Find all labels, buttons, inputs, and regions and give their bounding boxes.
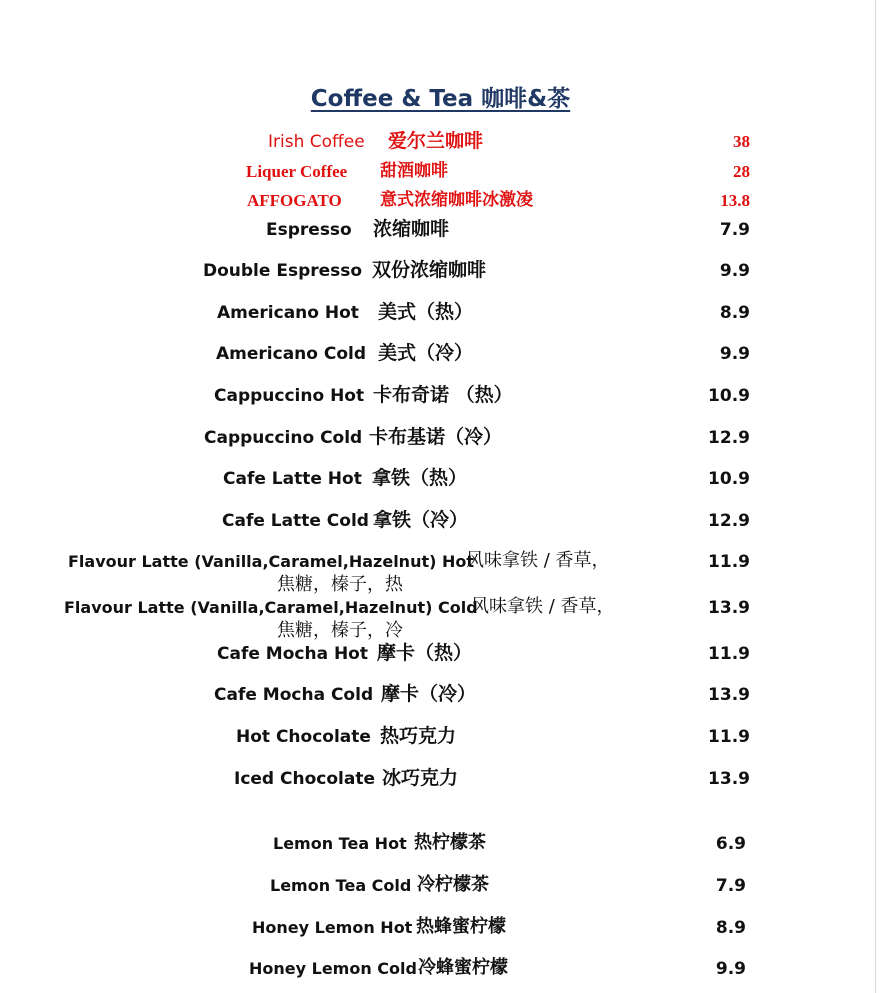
- item-14-zh: 摩卡（冷）: [381, 683, 477, 705]
- item-7-price: 10.9: [708, 386, 750, 406]
- item-18-price: 7.9: [715, 876, 746, 896]
- item-14-price: 13.9: [708, 685, 750, 705]
- item-16-price: 13.9: [708, 769, 750, 789]
- item-7-zh: 卡布奇诺 （热）: [373, 384, 513, 406]
- item-19-price: 8.9: [715, 918, 746, 938]
- item-1-price: 28: [733, 162, 750, 181]
- item-7-en: Cappuccino Hot: [214, 386, 365, 406]
- item-9-price: 10.9: [708, 469, 750, 489]
- item-17-price: 6.9: [715, 834, 746, 854]
- item-12-en: Flavour Latte (Vanilla,Caramel,Hazelnut) Cold: [64, 598, 478, 617]
- item-20-zh: 冷蜂蜜柠檬: [418, 957, 508, 978]
- item-8-price: 12.9: [708, 428, 750, 448]
- item-11-price: 11.9: [708, 552, 750, 572]
- item-16-en: Iced Chocolate: [234, 769, 375, 789]
- item-19-zh: 热蜂蜜柠檬: [416, 916, 506, 937]
- item-14-en: Cafe Mocha Cold: [214, 685, 374, 705]
- item-18-en: Lemon Tea Cold: [270, 876, 412, 895]
- item-0-zh: 爱尔兰咖啡: [388, 130, 484, 152]
- item-20-price: 9.9: [715, 959, 746, 979]
- item-6-price: 9.9: [719, 344, 750, 364]
- item-20-en: Honey Lemon Cold: [249, 959, 417, 978]
- item-13-price: 11.9: [708, 644, 750, 664]
- item-3-zh: 浓缩咖啡: [373, 218, 450, 240]
- item-13-en: Cafe Mocha Hot: [217, 644, 368, 664]
- item-4-en: Double Espresso: [203, 261, 363, 281]
- item-17-en: Lemon Tea Hot: [273, 834, 407, 853]
- item-9-zh: 拿铁（热）: [372, 467, 468, 489]
- item-12-zh: 风味拿铁 / 香草，: [471, 596, 615, 617]
- item-11-zh: 风味拿铁 / 香草，: [466, 550, 610, 571]
- item-4-zh: 双份浓缩咖啡: [372, 259, 487, 281]
- item-3-en: Espresso: [266, 220, 352, 240]
- item-10-price: 12.9: [708, 511, 750, 531]
- item-18-zh: 冷柠檬茶: [417, 874, 489, 895]
- item-17-zh: 热柠檬茶: [414, 832, 486, 853]
- item-6-en: Americano Cold: [216, 344, 367, 364]
- item-1-zh: 甜酒咖啡: [380, 161, 448, 181]
- item-16-zh: 冰巧克力: [382, 767, 459, 789]
- item-2-zh: 意式浓缩咖啡冰激凌: [380, 190, 533, 210]
- item-0-price: 38: [733, 132, 750, 151]
- item-5-zh: 美式（热）: [378, 301, 474, 323]
- item-15-price: 11.9: [708, 727, 750, 747]
- item-15-zh: 热巧克力: [380, 725, 457, 747]
- item-0-en: Irish Coffee: [268, 132, 365, 152]
- item-10-en: Cafe Latte Cold: [222, 511, 369, 531]
- item-6-zh: 美式（冷）: [378, 342, 474, 364]
- item-9-en: Cafe Latte Hot: [223, 469, 362, 489]
- item-3-price: 7.9: [719, 220, 750, 240]
- item-12-price: 13.9: [708, 598, 750, 618]
- item-8-zh: 卡布基诺（冷）: [369, 426, 503, 448]
- item-13-zh: 摩卡（热）: [377, 642, 473, 664]
- item-11-en: Flavour Latte (Vanilla,Caramel,Hazelnut) Hot: [68, 552, 475, 571]
- item-11-zh2: 焦糖，榛子，热: [277, 574, 403, 595]
- item-1-en: Liquer Coffee: [246, 162, 348, 181]
- item-4-price: 9.9: [719, 261, 750, 281]
- page-title: Coffee & Tea 咖啡&茶: [310, 86, 571, 112]
- item-2-en: AFFOGATO: [247, 191, 342, 210]
- item-5-price: 8.9: [719, 303, 750, 323]
- item-10-zh: 拿铁（冷）: [373, 509, 469, 531]
- item-12-zh2: 焦糖，榛子，冷: [277, 620, 403, 641]
- item-15-en: Hot Chocolate: [236, 727, 371, 747]
- item-8-en: Cappuccino Cold: [204, 428, 363, 448]
- item-19-en: Honey Lemon Hot: [252, 918, 413, 937]
- item-5-en: Americano Hot: [217, 303, 359, 323]
- item-2-price: 13.8: [720, 191, 750, 210]
